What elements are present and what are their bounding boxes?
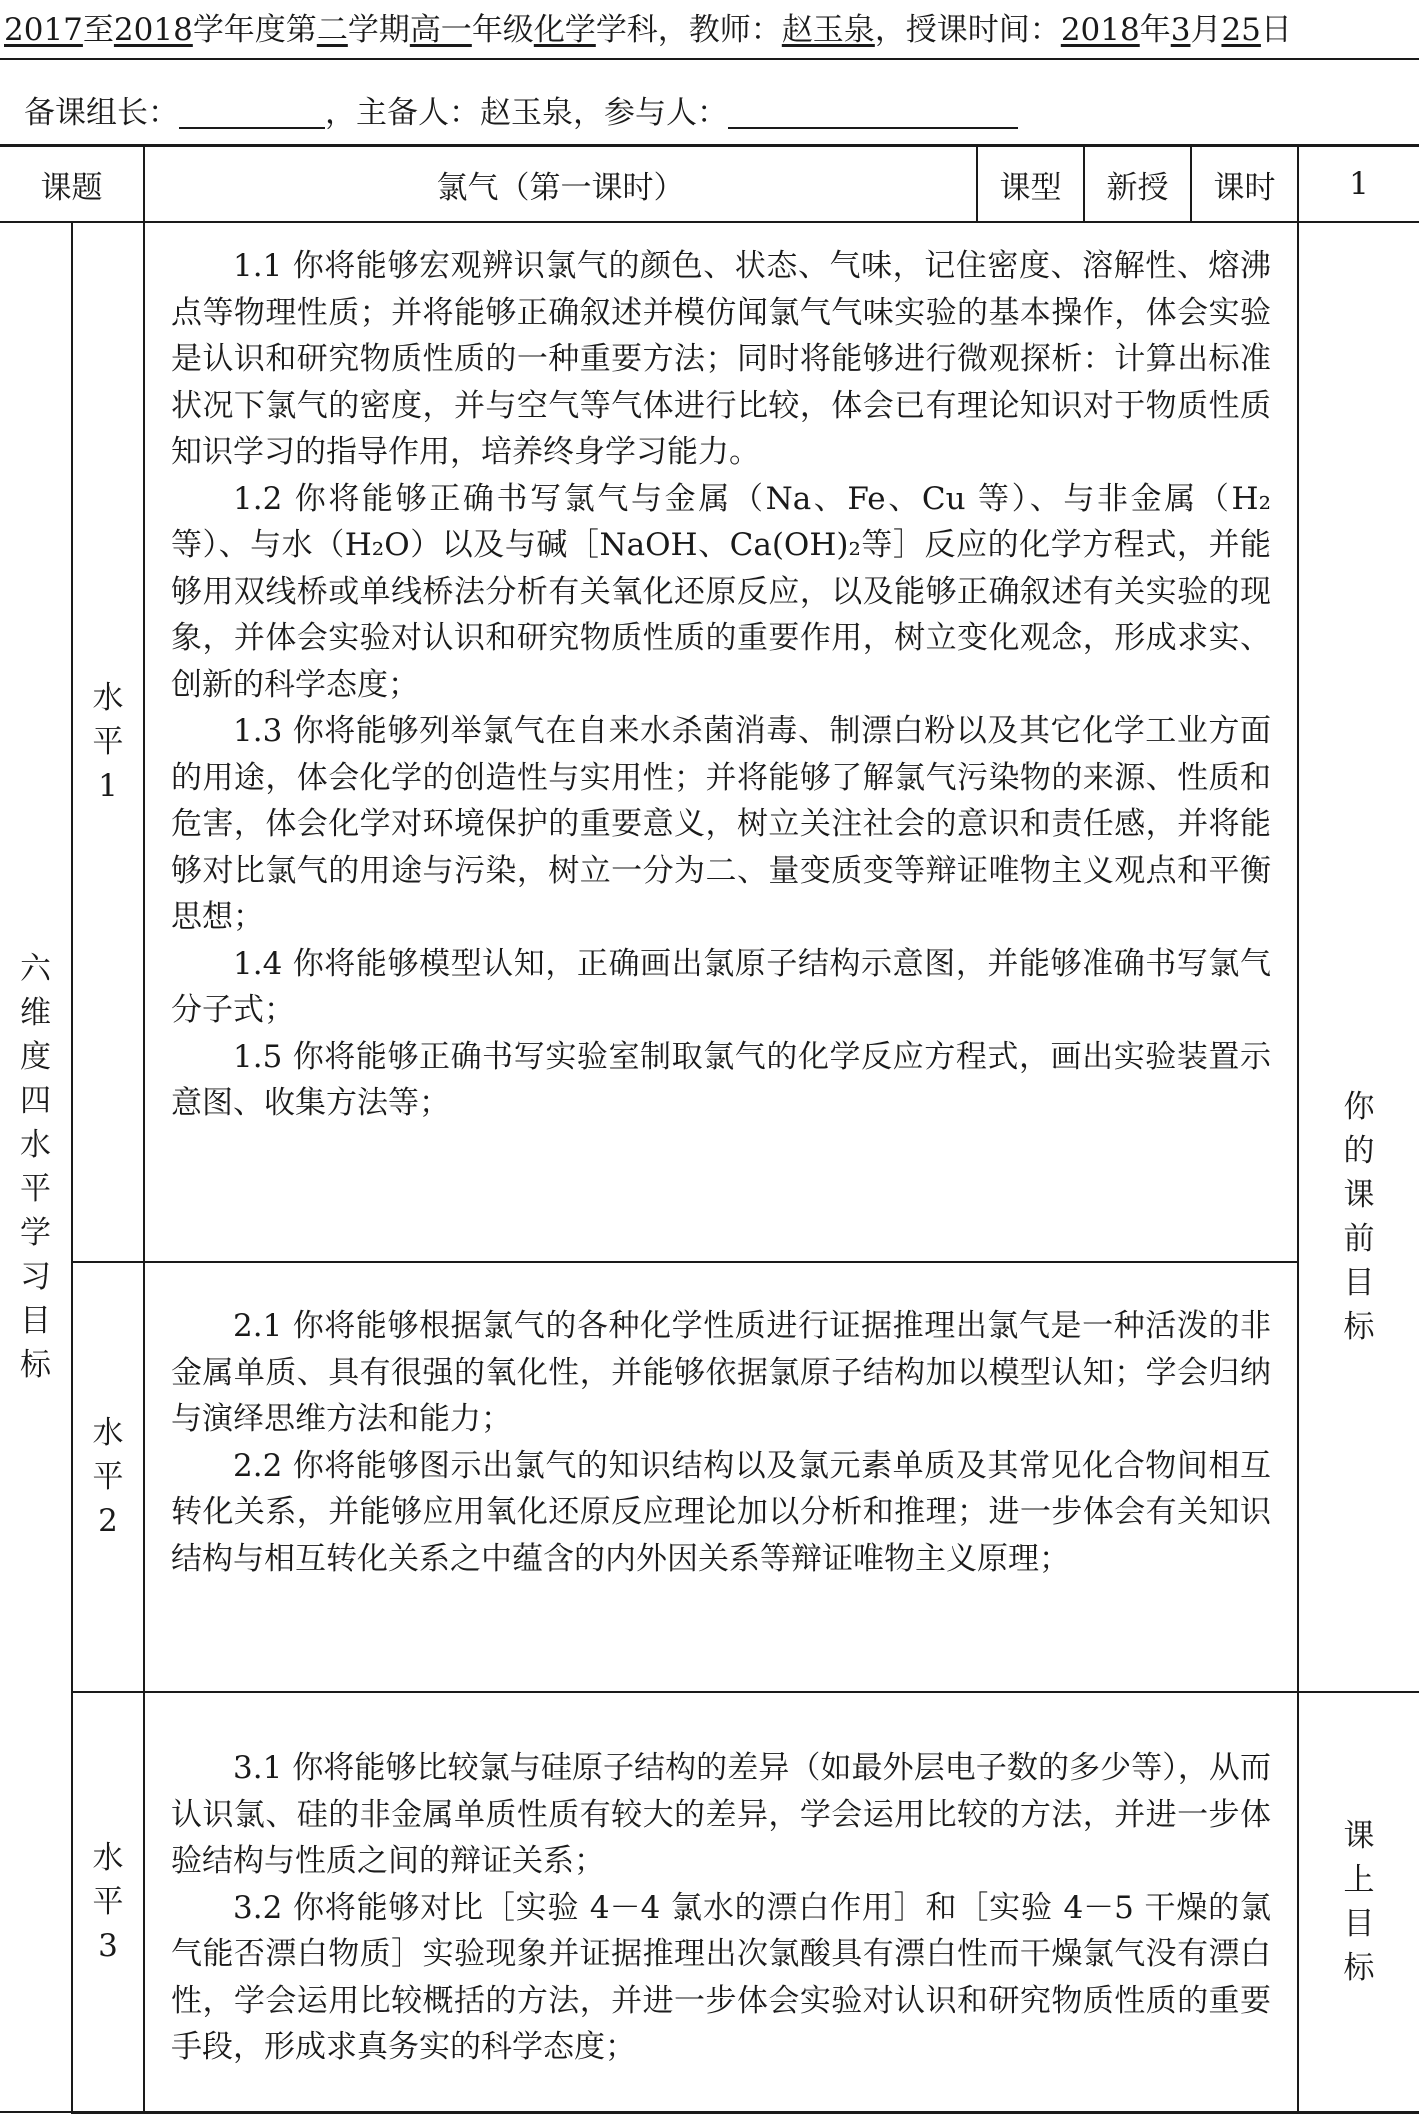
topic-label: 课题 — [0, 146, 144, 223]
level-1-row — [0, 222, 1419, 1262]
leader-blank — [179, 97, 325, 129]
teacher-name: 赵玉泉 — [781, 12, 875, 48]
term-text: 学年度第 — [192, 12, 317, 48]
year-start: 2017 — [4, 12, 83, 48]
participants-blank — [728, 97, 1018, 129]
word-to: 至 — [82, 12, 114, 48]
level-2-label: 水 平 2 — [72, 1262, 144, 1692]
leader-label: 备课组长： — [24, 95, 179, 131]
hours-value: 1 — [1298, 146, 1419, 223]
prep-line — [0, 60, 1419, 144]
term-num: 二 — [316, 12, 348, 48]
term-suffix: 学期 — [347, 12, 410, 48]
main-preparer: 赵玉泉 — [480, 95, 573, 131]
lesson-table — [0, 144, 1419, 2114]
level-3-row — [0, 1692, 1419, 2112]
hours-label: 课时 — [1191, 146, 1298, 223]
subject-suffix: 学科，教师： — [595, 12, 782, 48]
level-3-content — [144, 1692, 1298, 2112]
in-class-goal-label: 课 上 目 标 — [1298, 1692, 1419, 2112]
time-label: ，授课时间： — [874, 12, 1061, 48]
main-preparer-label: ，主备人： — [325, 95, 480, 131]
objective-3-2: 3.2 你将能够对比［实验 4－4 氯水的漂白作用］和［实验 4－5 干燥的氯气能否漂白物质］实验现象并证据推理出次氯酸具有漂白性而干燥氯气没有漂白性，学会运用比较概括的方法，并进一步体会实验对认识和研究物质性质的重要手段，形成求真务实的科学态度； — [171, 1889, 1271, 2065]
type-label: 课型 — [977, 146, 1084, 223]
date-year-unit: 年 — [1139, 12, 1171, 48]
type-value: 新授 — [1084, 146, 1191, 223]
objective-2-1: 2.1 你将能够根据氯气的各种化学性质进行证据推理出氯气是一种活泼的非金属单质、具有很强的氧化性，并能够依据氯原子结构加以模型认知；学会归纳与演绎思维方法和能力； — [171, 1308, 1271, 1437]
objective-3-1: 3.1 你将能够比较氯与硅原子结构的差异（如最外层电子数的多少等），从而认识氯、硅的非金属单质性质有较大的差异，学会运用比较的方法，并进一步体验结构与性质之间的辩证关系； — [171, 1750, 1271, 1879]
date-day-unit: 日 — [1260, 12, 1292, 48]
topic-title: 氯气（第一课时） — [144, 146, 977, 223]
pre-class-goal-label: 你 的 课 前 目 标 — [1298, 222, 1419, 1692]
participants-label: ，参与人： — [573, 95, 728, 131]
objective-1-2: 1.2 你将能够正确书写氯气与金属（Na、Fe、Cu 等）、与非金属（H₂ 等）、与水（H₂O）以及与碱［NaOH、Ca(OH)₂等］反应的化学方程式，并能够用双线桥或单线桥法分析有关氧化还原反应，以及能够正确叙述有关实验的现象，并体会实验对认识和研究物质性质的重要作用，树立变化观念，形成求实、创新的科学态度； — [171, 480, 1271, 703]
grade-suffix: 年级 — [471, 12, 534, 48]
objective-1-5: 1.5 你将能够正确书写实验室制取氯气的化学反应方程式，画出实验装置示意图、收集方法等； — [171, 1038, 1271, 1121]
objective-1-3: 1.3 你将能够列举氯气在自来水杀菌消毒、制漂白粉以及其它化学工业方面的用途，体会化学的创造性与实用性；并将能够了解氯气污染物的来源、性质和危害，体会化学对环境保护的重要意义，树立关注社会的意识和责任感，并将能够对比氯气的用途与污染，树立一分为二、量变质变等辩证唯物主义观点和平衡思想； — [171, 713, 1271, 935]
objectives-side-label: 六 维 度 四 水 平 学 习 目 标 — [0, 222, 72, 2112]
topic-row — [0, 146, 1419, 223]
date-year: 2018 — [1060, 12, 1140, 48]
date-month-unit: 月 — [1190, 12, 1222, 48]
level-2-row — [0, 1262, 1419, 1692]
level-1-label: 水 平 1 — [72, 222, 144, 1262]
year-end: 2018 — [113, 12, 193, 48]
grade: 高一 — [409, 12, 472, 48]
level-2-content — [144, 1262, 1298, 1692]
date-day: 25 — [1221, 12, 1261, 48]
subject: 化学 — [533, 12, 596, 48]
lesson-header — [0, 0, 1419, 60]
objective-1-1: 1.1 你将能够宏观辨识氯气的颜色、状态、气味，记住密度、溶解性、熔沸点等物理性质；并将能够正确叙述并模仿闻氯气气味实验的基本操作，体会实验是认识和研究物质性质的一种重要方法；同时将能够进行微观探析：计算出标准状况下氯气的密度，并与空气等气体进行比较，体会已有理论知识对于物质性质知识学习的指导作用，培养终身学习能力。 — [171, 248, 1271, 470]
level-1-content — [144, 222, 1298, 1262]
objective-2-2: 2.2 你将能够图示出氯气的知识结构以及氯元素单质及其常见化合物间相互转化关系，并能够应用氧化还原反应理论加以分析和推理；进一步体会有关知识结构与相互转化关系之中蕴含的内外因关系等辩证唯物主义原理； — [171, 1447, 1271, 1577]
level-3-label: 水 平 3 — [72, 1692, 144, 2112]
objective-1-4: 1.4 你将能够模型认知，正确画出氯原子结构示意图，并能够准确书写氯气分子式； — [171, 945, 1271, 1028]
date-month: 3 — [1170, 12, 1191, 48]
